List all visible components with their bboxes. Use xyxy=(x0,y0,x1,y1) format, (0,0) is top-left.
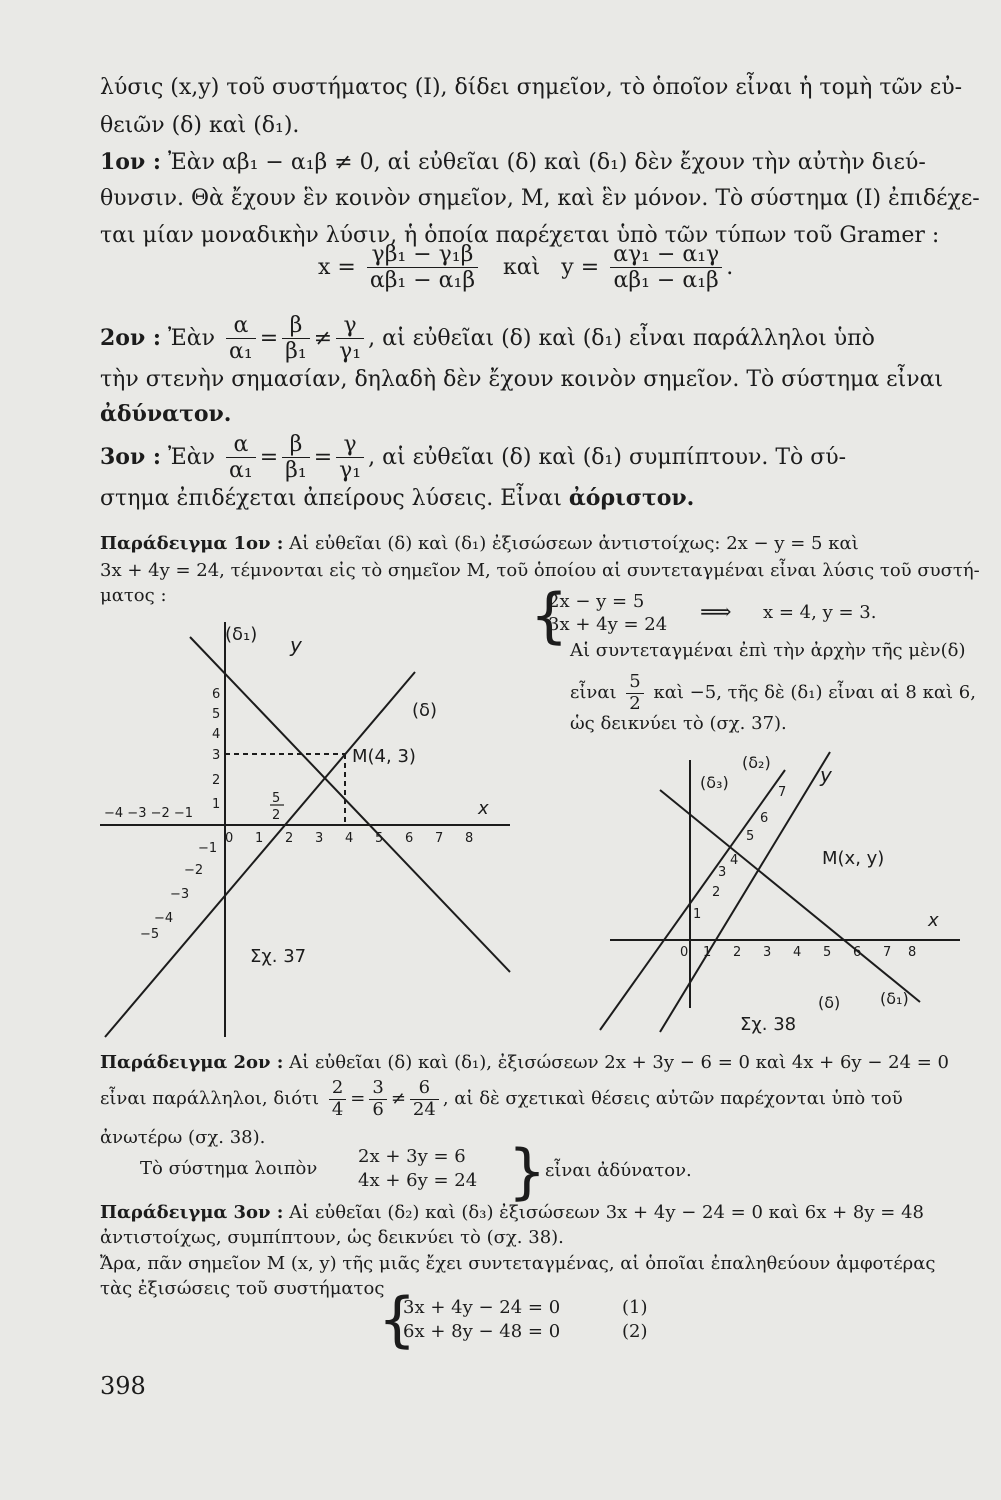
line-d1 xyxy=(660,752,830,1032)
x-tick: 1 xyxy=(255,831,264,846)
x-tick: 8 xyxy=(465,831,474,846)
point-m: Μ(4, 3) xyxy=(352,746,416,767)
text-span: εἶναι xyxy=(570,682,617,704)
denominator: γ₁ xyxy=(339,339,362,365)
text-line: , αἱ εὐθεῖαι (δ) καὶ (δ₁) συμπίπτουν. Τὸ σύ- xyxy=(368,444,847,470)
fraction xyxy=(336,313,364,365)
formula-text: = xyxy=(313,444,333,470)
formula-text: Ἐὰν xyxy=(168,444,216,470)
numerator: αγ₁ − α₁γ xyxy=(610,242,722,268)
case-label: 1ον : xyxy=(100,149,162,175)
numerator: γ xyxy=(336,432,364,458)
line-d2-d3 xyxy=(660,790,920,1002)
x-tick: 6 xyxy=(853,945,862,960)
text-line: Αἱ εὐθεῖαι (δ) καὶ (δ₁), ἐξισώσεων 2x + 3y − 6 = 0 καὶ 4x + 6y − 24 = 0 xyxy=(283,1052,950,1073)
numerator: γβ₁ − γ₁β xyxy=(367,242,478,268)
y-tick: 6 xyxy=(212,687,221,702)
text-line: τὴν στενὴν σημασίαν, δηλαδὴ δὲν ἔχουν κοινὸν σημεῖον. Τὸ σύστημα εἶναι xyxy=(100,367,944,392)
text-line: Ἄρα, πᾶν σημεῖον Μ (x, y) τῆς μιᾶς ἔχει συντεταγμένας, αἱ ὁποῖαι ἐπαληθεύουν ἀμφοτέρας xyxy=(100,1253,936,1274)
fraction xyxy=(369,1078,386,1120)
example-label: Παράδειγμα 3ον : xyxy=(100,1202,284,1223)
y-tick: 5 xyxy=(746,829,755,844)
label-d: (δ) xyxy=(818,993,841,1012)
equation: 6x + 8y − 48 = 0 xyxy=(403,1321,561,1342)
y-tick: 3 xyxy=(718,865,727,880)
text-line xyxy=(570,672,976,714)
x-tick: 1 xyxy=(703,945,712,960)
y-tick: 3 xyxy=(212,748,221,763)
equation: 2x + 3y = 6 xyxy=(358,1146,466,1167)
equation-tag: (2) xyxy=(622,1321,648,1342)
text-line xyxy=(100,485,694,512)
numerator: 3 xyxy=(369,1078,386,1100)
text-line: θυνσιν. Θὰ ἔχουν ἓν κοινὸν σημεῖον, Μ, καὶ ἓν μόνον. Τὸ σύστημα (Ι) ἐπιδέχε- xyxy=(100,186,980,211)
label-d3: (δ₃) xyxy=(700,773,729,792)
x-axis-label: x xyxy=(928,910,939,931)
fraction xyxy=(410,1078,439,1120)
example-label: Παράδειγμα 1ον : xyxy=(100,533,284,554)
x-tick: 3 xyxy=(315,831,324,846)
half-denominator: 2 xyxy=(272,808,281,823)
formula-text: . xyxy=(726,254,734,280)
denominator: 4 xyxy=(331,1098,344,1120)
text-line: 3x + 4y = 24, τέμνονται εἰς τὸ σημεῖον Μ, τοῦ ὁποίου αἱ συντεταγμέναι εἶναι λύσις τοῦ συστή- xyxy=(100,560,980,581)
case-1 xyxy=(100,149,926,176)
denominator: αβ₁ − α₁β xyxy=(369,268,476,294)
text-line: Αἱ εὐθεῖαι (δ₂) καὶ (δ₃) ἐξισώσεων 3x + 4y − 24 = 0 καὶ 6x + 8y = 48 xyxy=(283,1202,924,1223)
system-brace: } xyxy=(508,1137,547,1207)
x-tick: 0 xyxy=(225,831,234,846)
label-d1: (δ₁) xyxy=(225,624,258,645)
x-tick: 8 xyxy=(908,945,917,960)
figure-37 xyxy=(90,612,570,1042)
y-tick: 1 xyxy=(693,907,702,922)
case-label: 2ον : xyxy=(100,324,162,351)
case-3 xyxy=(100,432,846,484)
y-tick: −1 xyxy=(198,841,218,856)
text-line: , αἱ εὐθεῖαι (δ) καὶ (δ₁) εἶναι παράλληλοι ὑπὸ xyxy=(368,325,875,351)
text-line: Αἱ συντεταγμέναι ἐπὶ τὴν ἀρχὴν τῆς μὲν(δ) xyxy=(570,640,966,661)
fraction xyxy=(626,672,643,714)
example-label: Παράδειγμα 2ον : xyxy=(100,1052,284,1073)
text-line: ται μίαν μοναδικὴν λύσιν, ἡ ὁποία παρέχεται ὑπὸ τῶν τύπων τοῦ Gramer : xyxy=(100,223,940,248)
text-line: Τὸ σύστημα λοιπὸν xyxy=(140,1158,318,1179)
page-number: 398 xyxy=(100,1372,146,1400)
x-tick: 2 xyxy=(285,831,294,846)
y-tick: 4 xyxy=(730,853,739,868)
example-3 xyxy=(100,1202,924,1224)
cramer-formula xyxy=(318,242,733,294)
x-tick: 5 xyxy=(375,831,384,846)
system-brace: { xyxy=(378,1285,417,1355)
equation: 3x + 4y − 24 = 0 xyxy=(403,1297,561,1318)
fraction xyxy=(282,432,310,484)
text-span: στημα ἐπιδέχεται ἀπείρους λύσεις. Εἶναι xyxy=(100,486,569,511)
numerator: α xyxy=(226,313,256,339)
x-tick: 6 xyxy=(405,831,414,846)
text-line: ὡς δεικνύει τὸ (σχ. 37). xyxy=(570,713,787,734)
figure-caption: Σχ. 38 xyxy=(740,1014,797,1035)
half-numerator: 5 xyxy=(272,791,281,806)
label-d1: (δ₁) xyxy=(880,989,909,1008)
numerator: 2 xyxy=(329,1078,346,1100)
line-d xyxy=(105,672,415,1037)
text-span: ἀόριστον. xyxy=(568,485,695,511)
formula-text: ≠ xyxy=(390,1088,406,1110)
denominator: α₁ xyxy=(229,339,253,365)
x-tick-negative: −4 −3 −2 −1 xyxy=(104,806,194,821)
formula-text: = xyxy=(259,444,279,470)
text-span: , αἱ δὲ σχετικαὶ θέσεις αὐτῶν παρέχονται ὑπὸ τοῦ xyxy=(442,1088,903,1110)
fraction xyxy=(336,432,364,484)
x-tick: 4 xyxy=(793,945,802,960)
x-tick: 7 xyxy=(435,831,444,846)
y-tick: −4 xyxy=(154,911,174,926)
formula-text: καὶ xyxy=(503,254,541,280)
figure-38 xyxy=(590,740,970,1040)
x-tick: 2 xyxy=(733,945,742,960)
y-tick: 5 xyxy=(212,707,221,722)
equation: x = 4, y = 3. xyxy=(763,602,877,623)
fraction xyxy=(367,242,478,294)
line-d1 xyxy=(190,637,510,972)
example-1 xyxy=(100,533,859,555)
fraction xyxy=(226,432,256,484)
y-tick: 4 xyxy=(212,727,221,742)
fraction xyxy=(610,242,722,294)
text-line: Αἱ εὐθεῖαι (δ) καὶ (δ₁) ἐξισώσεων ἀντιστοίχως: 2x − y = 5 καὶ xyxy=(283,533,859,554)
text-line: ἀντιστοίχως, συμπίπτουν, ὡς δεικνύει τὸ (σχ. 38). xyxy=(100,1227,564,1248)
equation-tag: (1) xyxy=(622,1297,648,1318)
formula-text: ≠ xyxy=(313,325,333,351)
text-line: τὰς ἐξισώσεις τοῦ συστήματος xyxy=(100,1278,385,1299)
y-tick: 2 xyxy=(712,885,721,900)
case-label: 3ον : xyxy=(100,443,162,470)
label-d: (δ) xyxy=(412,700,438,721)
equation: 4x + 6y = 24 xyxy=(358,1170,478,1191)
x-tick: 0 xyxy=(680,945,689,960)
text-line: εἶναι ἀδύνατον. xyxy=(545,1160,692,1181)
text-line: λύσις (x,y) τοῦ συστήματος (Ι), δίδει σημεῖον, τὸ ὁποῖον εἶναι ἡ τομὴ τῶν εὐ- xyxy=(100,75,963,100)
y-tick: 6 xyxy=(760,811,769,826)
x-tick: 3 xyxy=(763,945,772,960)
line-d xyxy=(600,770,785,1030)
text-line: θειῶν (δ) καὶ (δ₁). xyxy=(100,113,300,138)
y-tick: −2 xyxy=(184,863,204,878)
text-line xyxy=(100,1078,903,1120)
denominator: α₁ xyxy=(229,458,253,484)
fraction xyxy=(226,313,256,365)
x-axis-label: x xyxy=(478,798,489,819)
point-m: Μ(x, y) xyxy=(822,848,885,869)
numerator: α xyxy=(226,432,256,458)
numerator: 5 xyxy=(626,672,643,694)
formula-text: = xyxy=(350,1088,366,1110)
denominator: 2 xyxy=(629,692,641,714)
formula-text: x = xyxy=(318,254,356,280)
x-tick: 4 xyxy=(345,831,354,846)
y-axis-label: y xyxy=(820,763,832,787)
y-tick: 2 xyxy=(212,773,221,788)
y-axis-label: y xyxy=(290,633,302,657)
text-line: ἀνωτέρω (σχ. 38). xyxy=(100,1127,266,1148)
denominator: 24 xyxy=(412,1098,436,1120)
numerator: 6 xyxy=(410,1078,439,1100)
text-span: καὶ −5, τῆς δὲ (δ₁) εἶναι αἱ 8 καὶ 6, xyxy=(653,682,976,704)
fraction xyxy=(329,1078,346,1120)
denominator: αβ₁ − α₁β xyxy=(613,268,719,294)
example-2 xyxy=(100,1052,949,1074)
equation: 2x − y = 5 xyxy=(548,591,645,612)
denominator: β₁ xyxy=(285,339,307,365)
denominator: β₁ xyxy=(285,458,307,484)
numerator: β xyxy=(282,313,310,339)
text-line: ματος : xyxy=(100,585,167,606)
fraction xyxy=(282,313,310,365)
formula-text: = xyxy=(259,325,279,351)
label-d2: (δ₂) xyxy=(742,753,771,772)
numerator: γ xyxy=(336,313,364,339)
y-tick: −3 xyxy=(170,887,190,902)
system-brace: { xyxy=(530,581,569,651)
figure-caption: Σχ. 37 xyxy=(250,946,307,967)
y-tick: 1 xyxy=(212,797,221,812)
y-tick: −5 xyxy=(140,927,160,942)
text-line: ἀδύνατον. xyxy=(100,401,232,427)
case-2 xyxy=(100,313,875,365)
denominator: γ₁ xyxy=(339,458,362,484)
denominator: 6 xyxy=(372,1098,384,1120)
implies-arrow: ⟹ xyxy=(700,600,732,625)
formula-text: Ἐὰν xyxy=(168,325,216,351)
numerator: β xyxy=(282,432,310,458)
x-tick: 5 xyxy=(823,945,832,960)
formula-text: y = xyxy=(561,254,600,280)
y-tick: 7 xyxy=(778,785,787,800)
text-span: εἶναι παράλληλοι, διότι xyxy=(100,1088,320,1110)
x-tick: 7 xyxy=(883,945,892,960)
text-line: Ἐὰν αβ₁ − α₁β ≠ 0, αἱ εὐθεῖαι (δ) καὶ (δ₁) δὲν ἔχουν τὴν αὐτὴν διεύ- xyxy=(168,150,926,175)
equation: 3x + 4y = 24 xyxy=(548,614,668,635)
